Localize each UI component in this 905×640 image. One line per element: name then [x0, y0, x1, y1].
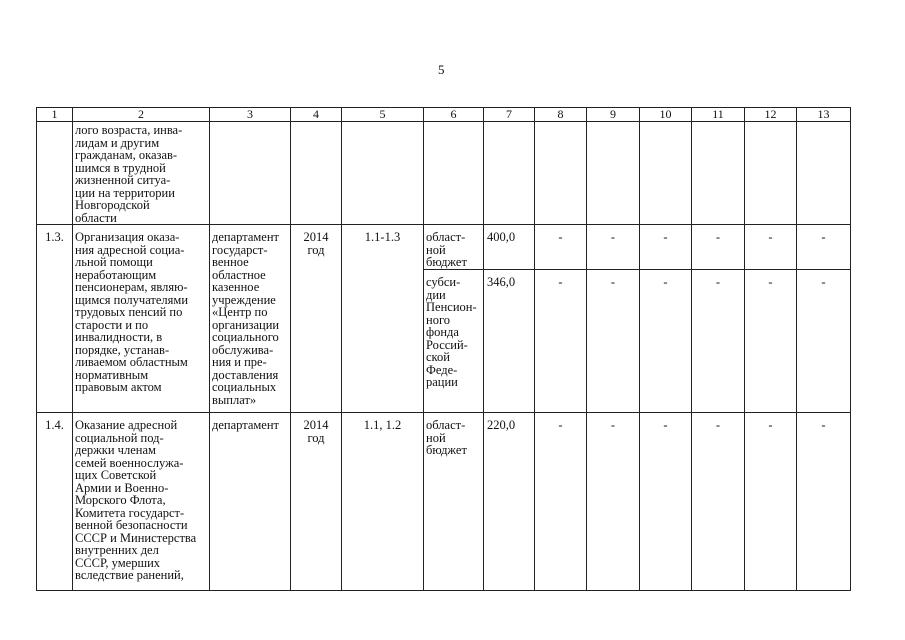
cell [291, 122, 342, 225]
executor-text: департамент государст- венное областное казенное учреждение «Центр по организации социального обслужива- ния и пре- доставления социальных выплат» [210, 225, 291, 413]
funding-source: област- ной бюджет [424, 413, 484, 591]
dash-cell: - [745, 413, 797, 591]
cell [535, 122, 587, 225]
cell [640, 122, 692, 225]
table-row [37, 413, 851, 591]
funding-value: 400,0 [484, 225, 535, 270]
executor-text: департамент [210, 413, 291, 591]
row-number: 1.4. [37, 413, 73, 591]
dash-cell: - [692, 270, 745, 413]
dash-cell: - [640, 225, 692, 270]
funding-source: област- ной бюджет [424, 225, 484, 270]
header-col-9: 9 [587, 108, 640, 122]
dash-cell: - [692, 225, 745, 270]
header-row [37, 108, 851, 122]
funding-source: субси- дии Пенсион- ного фонда Россий- ской Феде- рации [424, 270, 484, 413]
dash-cell: - [587, 413, 640, 591]
measure-text: Организация оказа- ния адресной социа- льной помощи неработающим пенсионерам, являю- щимся получателями трудовых пенсий по старости и по инвалидности, в порядке, устанав- ливаемом областным нормативным правовым актом [73, 225, 210, 413]
dash-cell: - [640, 270, 692, 413]
header-col-6: 6 [424, 108, 484, 122]
cell [37, 122, 73, 225]
dash-cell: - [535, 225, 587, 270]
cell [797, 122, 851, 225]
cell [484, 122, 535, 225]
dash-cell: - [640, 413, 692, 591]
header-col-7: 7 [484, 108, 535, 122]
cell [342, 122, 424, 225]
program-table [36, 107, 851, 591]
cell [587, 122, 640, 225]
header-col-2: 2 [73, 108, 210, 122]
dash-cell: - [745, 270, 797, 413]
table-row [37, 225, 851, 270]
cell [210, 122, 291, 225]
dash-cell: - [797, 270, 851, 413]
dash-cell: - [692, 413, 745, 591]
header-col-4: 4 [291, 108, 342, 122]
indicator-code: 1.1-1.3 [342, 225, 424, 413]
header-col-11: 11 [692, 108, 745, 122]
dash-cell: - [797, 413, 851, 591]
cell [692, 122, 745, 225]
indicator-code: 1.1, 1.2 [342, 413, 424, 591]
dash-cell: - [535, 413, 587, 591]
continuation-text: лого возраста, инва- лидам и другим гражданам, оказав- шимся в трудной жизненной ситуа- ции на территории Новгородской области [73, 122, 210, 225]
cell [424, 122, 484, 225]
year: 2014 год [291, 413, 342, 591]
page-number: 5 [438, 62, 445, 77]
dash-cell: - [535, 270, 587, 413]
dash-cell: - [587, 270, 640, 413]
header-col-1: 1 [37, 108, 73, 122]
header-col-8: 8 [535, 108, 587, 122]
header-col-3: 3 [210, 108, 291, 122]
funding-value: 220,0 [484, 413, 535, 591]
dash-cell: - [745, 225, 797, 270]
continuation-row [37, 122, 851, 225]
header-col-5: 5 [342, 108, 424, 122]
funding-value: 346,0 [484, 270, 535, 413]
dash-cell: - [797, 225, 851, 270]
header-col-13: 13 [797, 108, 851, 122]
dash-cell: - [587, 225, 640, 270]
year: 2014 год [291, 225, 342, 413]
cell [745, 122, 797, 225]
row-number: 1.3. [37, 225, 73, 413]
header-col-10: 10 [640, 108, 692, 122]
header-col-12: 12 [745, 108, 797, 122]
measure-text: Оказание адресной социальной под- держки членам семей военнослужа- щих Советской Армии и Военно- Морского Флота, Комитета государст- венной безопасности СССР и Министерства внутренних дел СССР, умерших вследствие ранений, [73, 413, 210, 591]
